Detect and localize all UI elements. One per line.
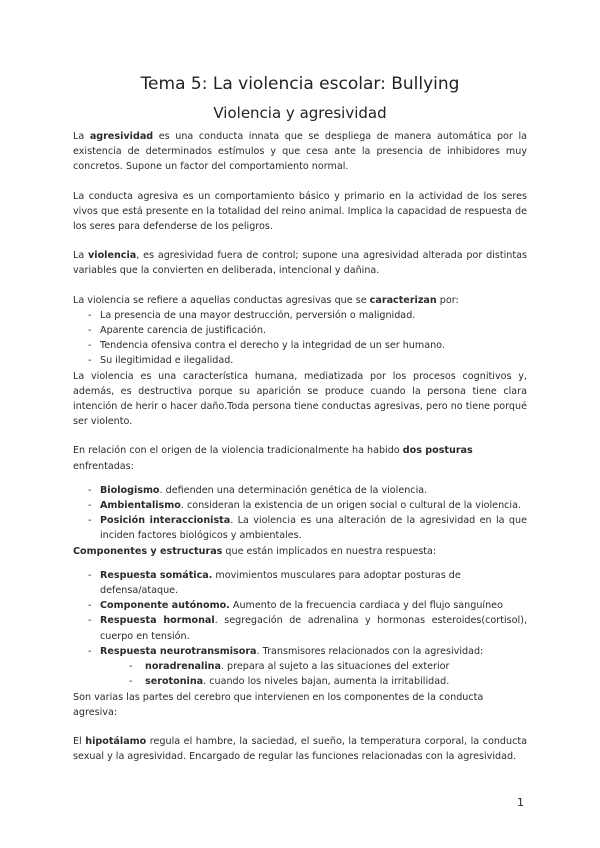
text-run: . consideran la existencia de un origen social o cultural de la violencia.	[180, 500, 522, 512]
term-serotonina: serotonina	[145, 676, 204, 688]
paragraph-hipotalamo	[73, 734, 527, 764]
text-run: es una conducta innata que se despliega de manera automática por la existencia de determinados estímulos y que cesa ante la presencia de inhibidores muy concretos. Supone un factor del comportamiento normal.	[73, 131, 527, 173]
list-componentes	[73, 568, 527, 659]
document-body	[73, 129, 527, 764]
list-item	[73, 659, 527, 674]
list-posturas	[73, 483, 527, 544]
text-run: , es agresividad fuera de control; supone una agresividad alterada por distintas variables que la convierten en deliberada, intencional y dañina.	[73, 250, 527, 277]
text-run: regula el hambre, la saciedad, el sueño, la temperatura corporal, la conducta sexual y la agresividad. Encargado de regular las funciones relacionadas con la agresividad.	[73, 735, 527, 763]
list-item: - Su ilegitimidad e ilegalidad.	[73, 353, 527, 368]
text-run: . La violencia es una alteración de la agresividad en la que inciden factores biológicos y ambientales.	[100, 515, 527, 542]
term-violencia: violencia	[88, 250, 137, 262]
list-item	[73, 483, 527, 498]
text-run: En relación con el origen de la violencia tradicionalmente ha habido	[73, 445, 403, 457]
text-run: Aumento de la frecuencia cardiaca y del flujo sanguíneo	[229, 600, 503, 612]
list-item	[73, 644, 527, 659]
list-item	[73, 613, 527, 643]
term-noradrenalina: noradrenalina	[145, 661, 221, 673]
text-run: . cuando los niveles bajan, aumenta la irritabilidad.	[203, 676, 450, 688]
term-respuesta-somatica: Respuesta somática.	[100, 569, 213, 581]
text-run: La	[73, 131, 90, 142]
list-item	[73, 568, 527, 598]
list-caracteristicas	[73, 308, 527, 369]
text-run: . Transmisores relacionados con la agresividad:	[256, 645, 484, 657]
paragraph-dos-posturas	[73, 443, 527, 473]
text-run: que están implicados en nuestra respuesta:	[222, 545, 437, 557]
text-run: . defienden una determinación genética de la violencia.	[159, 484, 428, 496]
text-run: La	[73, 250, 89, 262]
text-run: por:	[436, 294, 459, 306]
paragraph-partes-cerebro: Son varias las partes del cerebro que intervienen en los componentes de la conducta agresiva:	[73, 691, 484, 718]
paragraph-conducta-agresiva: La conducta agresiva es un comportamiento básico y primario en la actividad de los seres vivos que está presente en la totalidad del reino animal. Implica la capacidad de respuesta de los seres para defenderse de los peligros.	[73, 190, 527, 233]
term-dos-posturas: dos posturas	[402, 445, 473, 457]
term-agresividad: agresividad	[89, 131, 154, 142]
section-heading: Violencia y agresividad	[213, 104, 387, 122]
page-number: 1	[517, 796, 524, 809]
term-biologismo: Biologismo	[100, 484, 160, 496]
list-item: - Aparente carencia de justificación.	[73, 323, 527, 338]
list-item	[73, 513, 527, 543]
term-componente-autonomo: Componente autónomo.	[100, 600, 230, 612]
text-run: . segregación de adrenalina y hormonas esteroides(cortisol), cuerpo en tensión.	[100, 615, 527, 642]
text-run: La violencia se refiere a aquellas conductas agresivas que se	[73, 294, 370, 306]
list-item: - Tendencia ofensiva contra el derecho y la integridad de un ser humano.	[73, 338, 527, 353]
paragraph-caracteristica-humana: La violencia es una característica humana, mediatizada por los procesos cognitivos y, además, es destructiva porque su aparición se produce cuando la persona tiene clara intención de herir o hacer daño.Toda persona tiene conductas agresivas, pero no tiene porqué ser violento.	[73, 370, 527, 428]
list-item	[73, 598, 527, 613]
term-posicion-interaccionista: Posición interaccionista	[100, 515, 231, 527]
text-run: . prepara al sujeto a las situaciones del exterior	[220, 661, 450, 673]
text-run: El	[73, 735, 86, 747]
paragraph-componentes	[73, 544, 527, 559]
term-componentes: Componentes y estructuras	[73, 545, 223, 557]
term-respuesta-neurotransmisora: Respuesta neurotransmisora	[100, 645, 257, 657]
paragraph-agresividad	[73, 129, 527, 175]
paragraph-violencia	[73, 248, 527, 278]
term-ambientalismo: Ambientalismo	[100, 500, 181, 512]
paragraph-caracterizan	[73, 293, 527, 308]
list-item: - La presencia de una mayor destrucción, perversión o malignidad.	[73, 308, 527, 323]
term-hipotalamo: hipotálamo	[85, 735, 147, 747]
document-title: Tema 5: La violencia escolar: Bullying	[140, 74, 460, 94]
text-run: movimientos musculares para adoptar posturas de defensa/ataque.	[100, 569, 461, 597]
list-item	[73, 498, 527, 513]
term-respuesta-hormonal: Respuesta hormonal	[100, 615, 215, 627]
list-item	[73, 674, 527, 689]
list-neurotransmisores	[73, 659, 527, 689]
text-run: enfrentadas:	[73, 460, 134, 472]
term-caracterizan: caracterizan	[369, 294, 437, 306]
